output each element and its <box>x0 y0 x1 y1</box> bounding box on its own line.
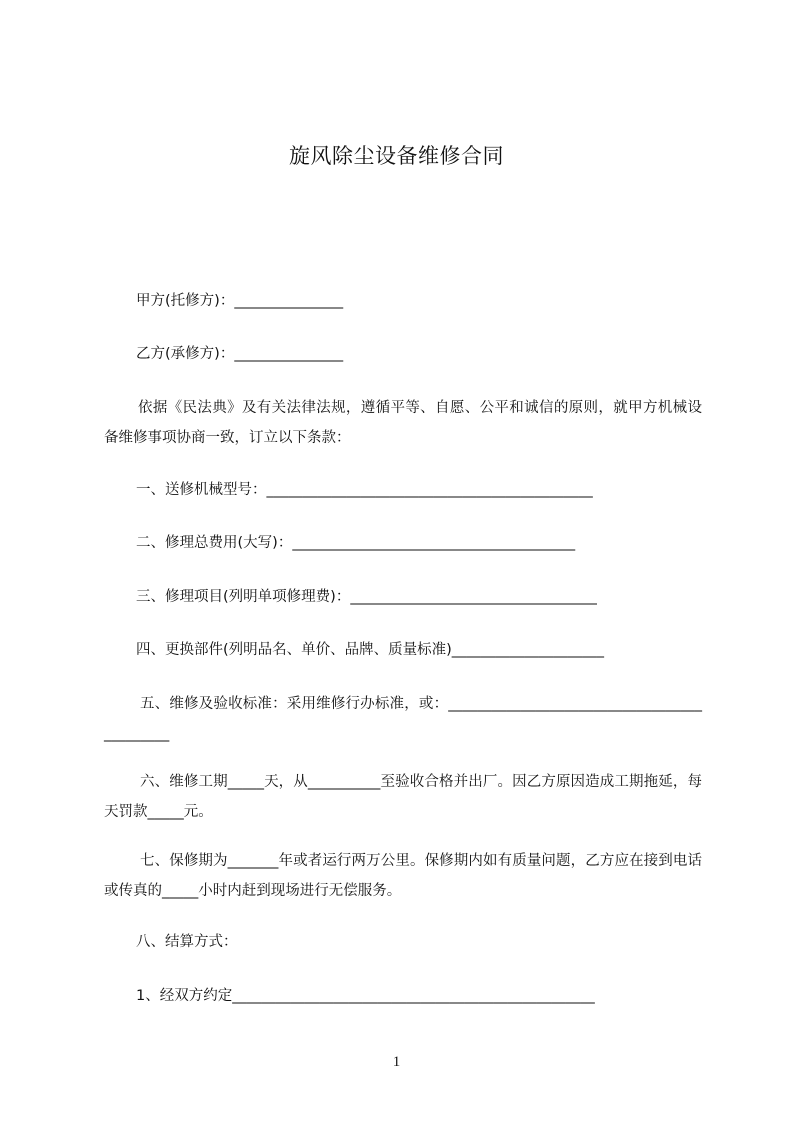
party-b-line: 乙方(承修方)：_______________ <box>136 346 344 362</box>
clause-7-warranty: 七、保修期为_______年或者运行两万公里。保修期内如有质量问题，乙方应在接到电话或传真的_____小时内赶到现场进行无偿服务。 <box>104 853 702 899</box>
clause-3-repair-items: 三、修理项目(列明单项修理费)：__________________________________ <box>136 589 597 605</box>
clause-8-settlement: 八、结算方式： <box>136 934 238 950</box>
clause-4-replacement-parts: 四、更换部件(列明品名、单价、品牌、质量标准)_____________________ <box>136 642 605 658</box>
clause-2-total-cost: 二、修理总费用(大写)：_______________________________________ <box>136 535 576 551</box>
clause-6-repair-period: 六、维修工期_____天，从__________至验收合格并出厂。因乙方原因造成工期拖延，每天罚款_____元。 <box>104 774 702 820</box>
clause-1-machine-model: 一、送修机械型号：_____________________________________________ <box>136 482 593 498</box>
clause-8-1-agreement: 1、经双方约定__________________________________________________ <box>136 988 595 1004</box>
document-title: 旋风除尘设备维修合同 <box>289 144 504 168</box>
page-number: 1 <box>392 1054 401 1070</box>
party-a-line: 甲方(托修方)：_______________ <box>136 293 344 309</box>
clause-5-acceptance-standard: 五、维修及验收标准：采用维修行办标准，或：____________________________________________ <box>104 696 702 742</box>
preamble-paragraph: 依据《民法典》及有关法律法规，遵循平等、自愿、公平和诚信的原则，就甲方机械设备维修事项协商一致，订立以下条款： <box>104 400 702 446</box>
